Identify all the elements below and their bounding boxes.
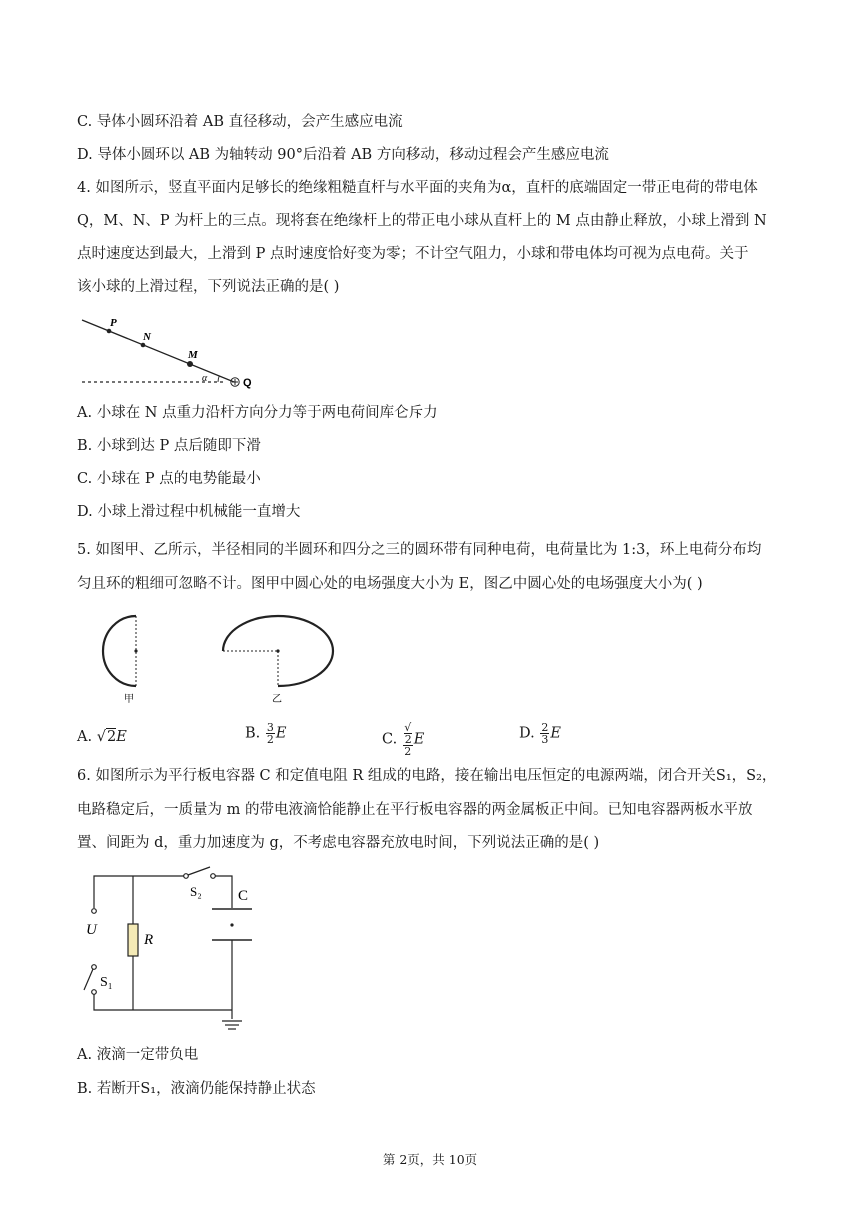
- q6-circuit-diagram: [76, 864, 256, 1034]
- q6-stem-line-2: 电路稳定后，一质量为 m 的带电液滴恰能静止在平行板电容器的两金属板正中间。已知电容器两板水平放: [77, 802, 753, 818]
- q4-stem-line-3: 点时速度达到最大，上滑到 P 点时速度恰好变为零；不计空气阻力，小球和带电体均可视为点电荷。关于: [77, 246, 749, 262]
- label-jia: 甲: [124, 694, 134, 705]
- label-c: C: [238, 888, 249, 904]
- q3-option-d: D. 导体小圆环以 AB 为轴转动 90°后沿着 AB 方向移动，移动过程会产生感应电流: [77, 147, 609, 163]
- q4-stem-line-1: 4. 如图所示，竖直平面内足够长的绝缘粗糙直杆与水平面的夹角为α，直杆的底端固定一带正电荷的带电体: [77, 180, 758, 196]
- label-p: P: [110, 317, 117, 329]
- q3-option-c: C. 导体小圆环沿着 AB 直径移动，会产生感应电流: [77, 114, 403, 130]
- q5-option-b: B. $\frac{3}{2}$ E: [245, 721, 287, 746]
- label-m: M: [188, 349, 198, 361]
- q5-option-d: D. $\frac{2}{3}$ E: [519, 721, 561, 746]
- q5-ring-figures: [76, 612, 336, 708]
- q5-option-c: C. √ 2 2 E: [382, 721, 425, 758]
- q6-stem-line-1: 6. 如图所示为平行板电容器 C 和定值电阻 R 组成的电路，接在输出电压恒定的电源两端，闭合开关S₁，S₂，: [77, 768, 777, 784]
- label-s1: S₁: [100, 975, 113, 990]
- q4-option-a: A. 小球在 N 点重力沿杆方向分力等于两电荷间库仑斥力: [77, 405, 438, 421]
- label-r: R: [144, 932, 154, 948]
- page-footer: 第 2页，共 10页: [382, 1152, 478, 1167]
- q4-option-c: C. 小球在 P 点的电势能最小: [77, 471, 261, 487]
- label-yi: 乙: [272, 694, 282, 705]
- q4-option-d: D. 小球上滑过程中机械能一直增大: [77, 504, 301, 520]
- label-q: Q: [243, 377, 252, 389]
- label-n: N: [143, 331, 151, 343]
- label-u: U: [86, 922, 97, 938]
- q4-stem-line-2: Q，M、N、P 为杆上的三点。现将套在绝缘杆上的带正电小球从直杆上的 M 点由静止释放，小球上滑到 N: [77, 213, 767, 229]
- q6-option-b: B. 若断开S₁，液滴仍能保持静止状态: [77, 1081, 316, 1097]
- q4-option-b: B. 小球到达 P 点后随即下滑: [77, 438, 261, 454]
- q5-stem-line-1: 5. 如图甲、乙所示，半径相同的半圆环和四分之三的圆环带有同种电荷，电荷量比为 1:3，环上电荷分布均: [77, 542, 762, 558]
- q4-inclined-rod-figure: [78, 312, 268, 390]
- q6-option-a: A. 液滴一定带负电: [77, 1047, 199, 1063]
- q4-stem-line-4: 该小球的上滑过程，下列说法正确的是( ): [77, 279, 340, 295]
- q5-stem-line-2: 匀且环的粗细可忽略不计。图甲中圆心处的电场强度大小为 E，图乙中圆心处的电场强度大小为( ): [77, 576, 703, 592]
- q5-option-a: A. √2E: [77, 729, 127, 745]
- label-s2: S₂: [190, 884, 202, 899]
- label-alpha: α: [202, 373, 208, 384]
- q6-stem-line-3: 置、间距为 d，重力加速度为 g，不考虑电容器充放电时间，下列说法正确的是( ): [77, 835, 600, 851]
